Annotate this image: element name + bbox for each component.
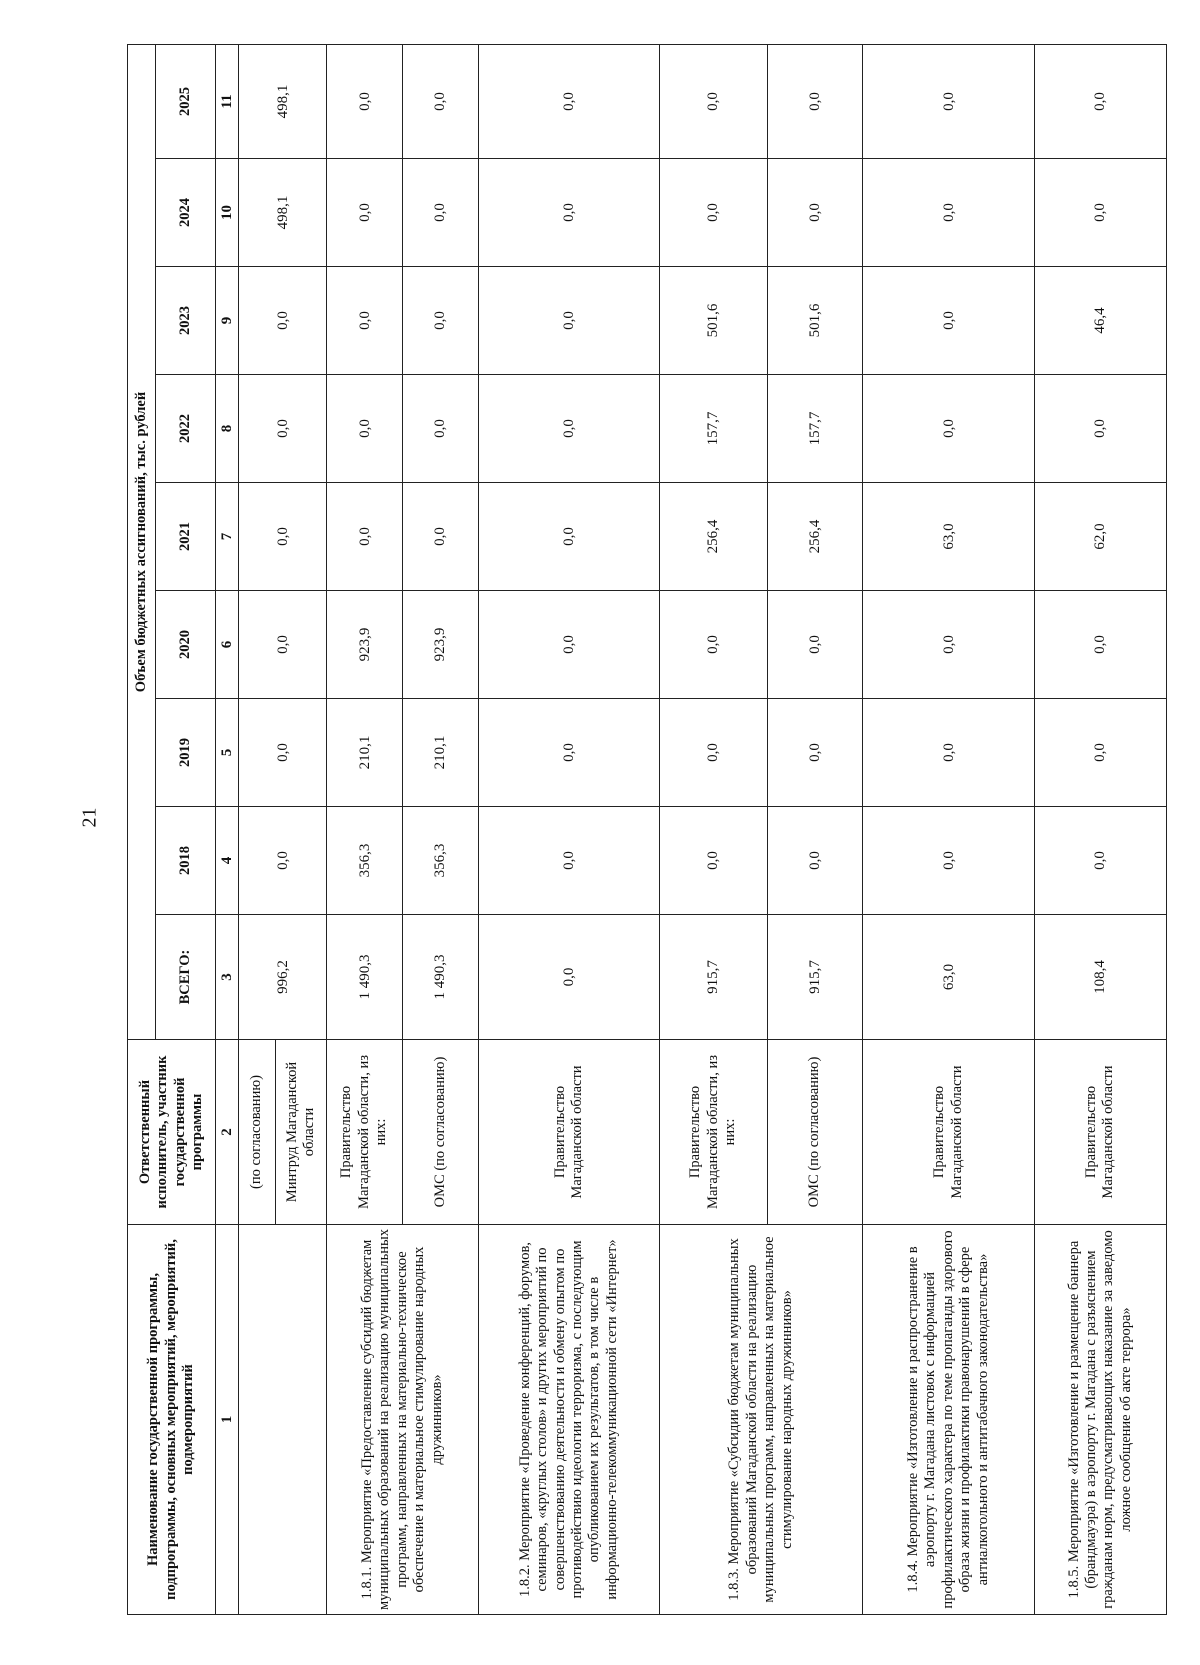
executor-cell: (по согласованию)	[239, 1040, 276, 1225]
measure-name: 1.8.1. Мероприятие «Предоставление субсидий бюджетам муниципальных образований на реализацию муниципальных программ, направленных на материально-техническое обеспечение и материальное стимулирование народных дружинников»	[327, 1225, 479, 1615]
value-cell: 256,4	[660, 483, 768, 591]
executor-cell: Правительство Магаданской области	[478, 1040, 659, 1225]
value-cell: 0,0	[239, 267, 327, 375]
header-year: 2024	[156, 159, 216, 267]
executor-cell: ОМС (по согласованию)	[403, 1040, 479, 1225]
value-cell: 256,4	[767, 483, 862, 591]
value-cell: 63,0	[863, 483, 1034, 591]
value-cell: 0,0	[863, 807, 1034, 915]
value-cell: 0,0	[478, 375, 659, 483]
value-cell: 0,0	[660, 44, 768, 158]
value-cell: 0,0	[660, 699, 768, 807]
page-number: 21	[78, 807, 101, 828]
value-cell: 1 490,3	[403, 915, 479, 1040]
value-cell: 0,0	[239, 807, 327, 915]
index-cell: 11	[216, 44, 239, 158]
value-cell: 0,0	[403, 375, 479, 483]
value-cell: 0,0	[767, 44, 862, 158]
value-cell: 0,0	[239, 483, 327, 591]
value-cell: 0,0	[478, 44, 659, 158]
index-cell: 10	[216, 159, 239, 267]
header-year: 2020	[156, 591, 216, 699]
index-cell: 6	[216, 591, 239, 699]
value-cell: 0,0	[767, 159, 862, 267]
value-cell: 0,0	[478, 267, 659, 375]
value-cell: 0,0	[660, 807, 768, 915]
value-cell: 157,7	[660, 375, 768, 483]
value-cell: 0,0	[478, 591, 659, 699]
value-cell: 501,6	[767, 267, 862, 375]
value-cell: 0,0	[478, 915, 659, 1040]
value-cell: 0,0	[660, 159, 768, 267]
value-cell: 0,0	[478, 159, 659, 267]
value-cell: 108,4	[1034, 915, 1166, 1040]
value-cell: 63,0	[863, 915, 1034, 1040]
executor-cell: Правительство Магаданской области, из них:	[327, 1040, 403, 1225]
measure-name: 1.8.3. Мероприятие «Субсидии бюджетам муниципальных образований Магаданской области на реализацию муниципальных программ, направленных на материальное стимулирование народных дружинников»	[660, 1225, 863, 1615]
value-cell: 915,7	[660, 915, 768, 1040]
executor-cell: Правительство Магаданской области, из них:	[660, 1040, 768, 1225]
table-row	[1034, 44, 1166, 1614]
value-cell: 0,0	[327, 159, 403, 267]
header-year: 2021	[156, 483, 216, 591]
executor-cell: Минтруд Магаданской области	[275, 1040, 326, 1225]
header-year: 2018	[156, 807, 216, 915]
header-year: 2025	[156, 44, 216, 158]
value-cell: 0,0	[403, 159, 479, 267]
measure-name: 1.8.5. Мероприятие «Изготовление и размещение баннера (брандмауэра) в аэропорту г. Магадана с разъяснением гражданам норм, предусматривающих наказание за заведомо ложное сообщение об акте террора»	[1034, 1225, 1166, 1615]
value-cell: 0,0	[660, 591, 768, 699]
value-cell: 0,0	[1034, 699, 1166, 807]
value-cell: 996,2	[239, 915, 327, 1040]
value-cell: 0,0	[327, 375, 403, 483]
value-cell: 0,0	[403, 483, 479, 591]
value-cell: 915,7	[767, 915, 862, 1040]
header-volume: Объем бюджетных ассигнований, тыс. рублей	[128, 44, 156, 1039]
value-cell: 0,0	[327, 44, 403, 158]
value-cell: 157,7	[767, 375, 862, 483]
value-cell: 0,0	[1034, 159, 1166, 267]
table-row	[327, 44, 403, 1614]
executor-cell: Правительство Магаданской области	[1034, 1040, 1166, 1225]
index-cell: 8	[216, 375, 239, 483]
measure-name	[239, 1225, 327, 1615]
header-executor: Ответственный исполнитель, участник государственной программы	[128, 1040, 216, 1225]
value-cell: 46,4	[1034, 267, 1166, 375]
executor-cell: Правительство Магаданской области	[863, 1040, 1034, 1225]
value-cell: 498,1	[239, 44, 327, 158]
value-cell: 0,0	[863, 699, 1034, 807]
value-cell: 0,0	[767, 807, 862, 915]
value-cell: 0,0	[327, 267, 403, 375]
value-cell: 498,1	[239, 159, 327, 267]
value-cell: 0,0	[239, 591, 327, 699]
value-cell: 0,0	[478, 699, 659, 807]
value-cell: 0,0	[1034, 375, 1166, 483]
measure-name: 1.8.4. Мероприятие «Изготовление и распространение в аэропорту г. Магадана листовок с информацией профилактического характера по теме пропаганды здорового образа жизни и профилактики правонарушений в сфере антиалкогольного и антитабачного законодательства»	[863, 1225, 1034, 1615]
table-row	[660, 44, 768, 1614]
header-year: 2022	[156, 375, 216, 483]
value-cell: 501,6	[660, 267, 768, 375]
value-cell: 0,0	[1034, 807, 1166, 915]
measure-name: 1.8.2. Мероприятие «Проведение конференций, форумов, семинаров, «круглых столов» и других мероприятий по совершенствованию деятельности и обмену опытом по противодействию идеологии терроризма, с последующим опубликованием их результатов, в том числе в информационно-телекоммуникационной сети «Интернет»	[478, 1225, 659, 1615]
value-cell: 210,1	[327, 699, 403, 807]
value-cell: 0,0	[863, 159, 1034, 267]
value-cell: 0,0	[327, 483, 403, 591]
header-total: ВСЕГО:	[156, 915, 216, 1040]
value-cell: 0,0	[863, 591, 1034, 699]
index-cell: 4	[216, 807, 239, 915]
index-cell: 5	[216, 699, 239, 807]
value-cell: 0,0	[767, 591, 862, 699]
value-cell: 210,1	[403, 699, 479, 807]
value-cell: 1 490,3	[327, 915, 403, 1040]
header-year: 2023	[156, 267, 216, 375]
table-row	[239, 44, 276, 1614]
rotated-table-container	[127, 45, 1167, 1615]
table-row	[863, 44, 1034, 1614]
value-cell: 0,0	[478, 483, 659, 591]
header-year: 2019	[156, 699, 216, 807]
value-cell: 0,0	[403, 44, 479, 158]
value-cell: 0,0	[863, 267, 1034, 375]
index-cell: 3	[216, 915, 239, 1040]
value-cell: 0,0	[239, 375, 327, 483]
value-cell: 923,9	[403, 591, 479, 699]
index-cell: 7	[216, 483, 239, 591]
value-cell: 0,0	[863, 375, 1034, 483]
index-cell: 9	[216, 267, 239, 375]
executor-cell: ОМС (по согласованию)	[767, 1040, 862, 1225]
header-name: Наименование государственной программы, подпрограммы, основных мероприятий, мероприятий, подмероприятий	[128, 1225, 216, 1615]
value-cell: 0,0	[1034, 591, 1166, 699]
value-cell: 356,3	[327, 807, 403, 915]
value-cell: 0,0	[767, 699, 862, 807]
budget-table	[127, 44, 1167, 1615]
table-row	[478, 44, 659, 1614]
value-cell: 923,9	[327, 591, 403, 699]
value-cell: 0,0	[1034, 44, 1166, 158]
value-cell: 356,3	[403, 807, 479, 915]
value-cell: 0,0	[478, 807, 659, 915]
index-cell: 1	[216, 1225, 239, 1615]
value-cell: 0,0	[863, 44, 1034, 158]
index-cell: 2	[216, 1040, 239, 1225]
value-cell: 0,0	[239, 699, 327, 807]
value-cell: 62,0	[1034, 483, 1166, 591]
value-cell: 0,0	[403, 267, 479, 375]
